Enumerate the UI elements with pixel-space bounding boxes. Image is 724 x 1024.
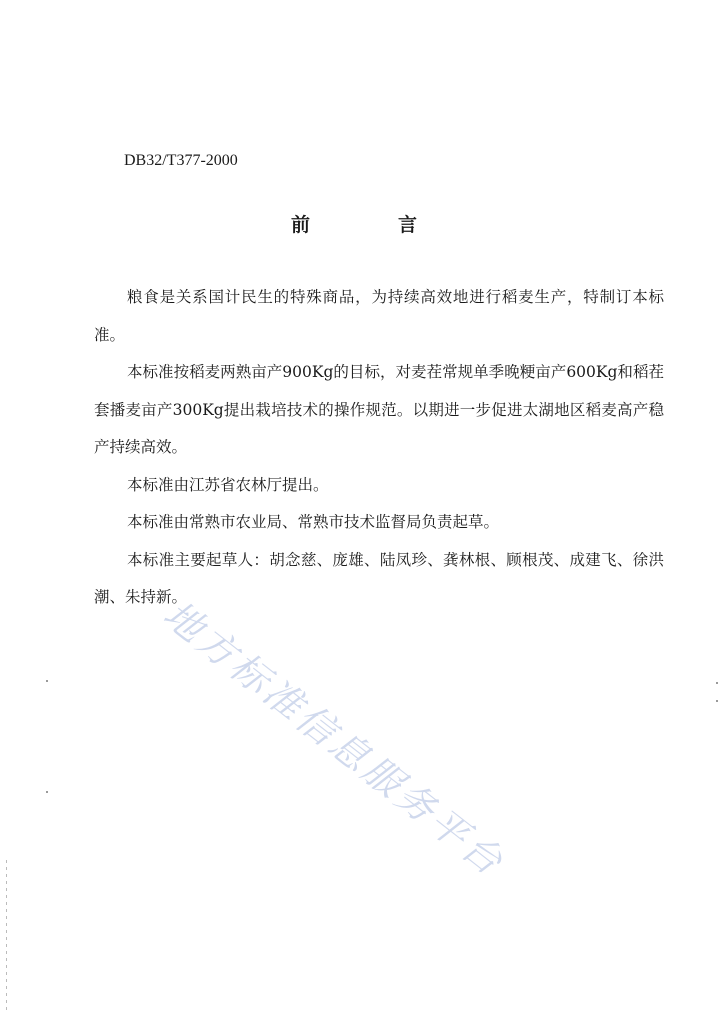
title-char-2: 言	[398, 214, 418, 236]
scan-speck	[46, 680, 48, 682]
page-title	[0, 210, 724, 238]
title-char-1: 前	[291, 214, 311, 236]
paragraph-drafters: 本标准主要起草人：胡念慈、庞雄、陆凤珍、龚林根、顾根茂、成建飞、徐洪潮、朱持新。	[94, 550, 664, 606]
watermark: 地方标准信息服务平台	[155, 592, 514, 886]
standard-code: DB32/T377-2000	[124, 152, 238, 169]
paragraph-purpose: 粮食是关系国计民生的特殊商品，为持续高效地进行稻麦生产，特制订本标准。	[94, 288, 664, 344]
paragraph-drafting-units: 本标准由常熟市农业局、常熟市技术监督局负责起草。	[127, 513, 500, 531]
foreword-body	[94, 279, 664, 617]
scan-speck	[716, 682, 718, 684]
scan-speck	[46, 791, 48, 793]
paragraph-scope: 本标准按稻麦两熟亩产900Kg的目标，对麦茬常规单季晚粳亩产600Kg和稻茬套播麦亩产300Kg提出栽培技术的操作规范。以期进一步促进太湖地区稻麦高产稳产持续高效。	[94, 363, 664, 456]
paragraph-proposer: 本标准由江苏省农林厅提出。	[127, 475, 329, 494]
scan-speck	[716, 700, 718, 702]
scan-edge-line	[6, 860, 7, 1010]
